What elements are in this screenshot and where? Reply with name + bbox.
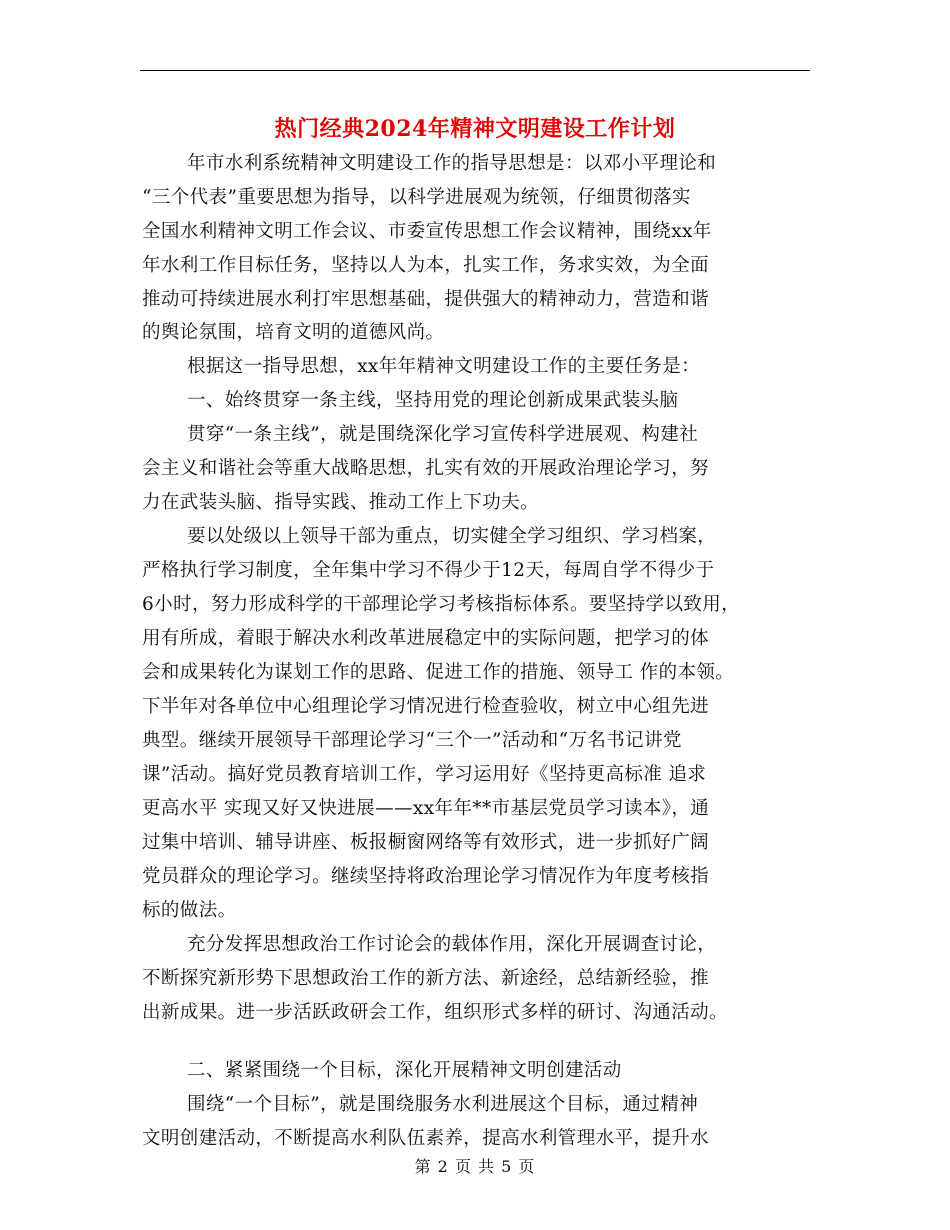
body-line: 会和成果转化为谋划工作的思路、促进工作的措施、领导工 作的本领。 [142,662,735,683]
body-line: 下半年对各单位中心组理论学习情况进行检查验收，树立中心组先进 [142,696,710,717]
body-line: 6小时，努力形成科学的干部理论学习考核指标体系。要坚持学以致用， [142,594,741,615]
body-line: 更高水平 实现又好又快进展——xx年年**市基层党员学习读本》，通 [142,798,710,819]
body-line: 年水利工作目标任务，坚持以人为本，扎实工作，务求实效，为全面 [142,255,710,276]
body-line: 文明创建活动，不断提高水利队伍素养，提高水利管理水平，提升水 [142,1128,710,1149]
body-line: 全国水利精神文明工作会议、市委宣传思想工作会议精神，围绕xx年 [142,221,712,242]
body-line: 会主义和谐社会等重大战略思想，扎实有效的开展政治理论学习，努 [142,458,710,479]
body-line: 典型。继续开展领导干部理论学习“三个一”活动和“万名书记讲党 [142,730,682,751]
body-line: 用有所成，着眼于解决水利改革进展稳定中的实际问题，把学习的体 [142,628,710,649]
body-line: 出新成果。进一步活跃政研会工作，组织形式多样的研讨、沟通活动。 [142,1002,728,1023]
body-line: 严格执行学习制度，全年集中学习不得少于12天，每周自学不得少于 [142,560,715,581]
body-line: 力在武装头脑、指导实践、推动工作上下功夫。 [142,492,539,513]
body-line: 要以处级以上领导干部为重点，切实健全学习组织、学习档案， [187,526,717,547]
section-heading: 一、始终贯穿一条主线，坚持用党的理论创新成果武装头脑 [187,390,679,411]
body-line: 充分发挥思想政治工作讨论会的载体作用，深化开展调查讨论， [187,934,717,955]
body-line: 党员群众的理论学习。继续坚持将政治理论学习情况作为年度考核指 [142,866,710,887]
body-line: 年市水利系统精神文明建设工作的指导思想是：以邓小平理论和 [187,153,717,174]
body-line: 围绕“一个目标”，就是围绕服务水利进展这个目标，通过精神 [187,1094,699,1115]
body-line: “三个代表”重要思想为指导，以科学进展观为统领，仔细贯彻落实 [142,187,691,208]
page-number: 第 2 页 共 5 页 [414,1157,536,1176]
section-heading: 二、紧紧围绕一个目标，深化开展精神文明创建活动 [187,1060,622,1081]
header-rule [140,70,810,71]
document-title: 热门经典2024年精神文明建设工作计划 [274,116,676,142]
body-line: 不断探究新形势下思想政治工作的新方法、新途经，总结新经验，推 [142,968,710,989]
body-line: 贯穿“一条主线”，就是围绕深化学习宣传科学进展观、构建社 [187,424,699,445]
body-line: 推动可持续进展水利打牢思想基础，提供强大的精神动力，营造和谐 [142,289,710,310]
body-line: 过集中培训、辅导讲座、板报橱窗网络等有效形式，进一步抓好广阔 [142,832,710,853]
body-line: 课”活动。搞好党员教育培训工作，学习运用好《坚持更高标准 追求 [142,764,707,785]
body-line: 的舆论氛围，培育文明的道德风尚。 [142,322,445,343]
body-line: 标的做法。 [142,900,237,921]
body-line: 根据这一指导思想，xx年年精神文明建设工作的主要任务是： [187,356,701,377]
